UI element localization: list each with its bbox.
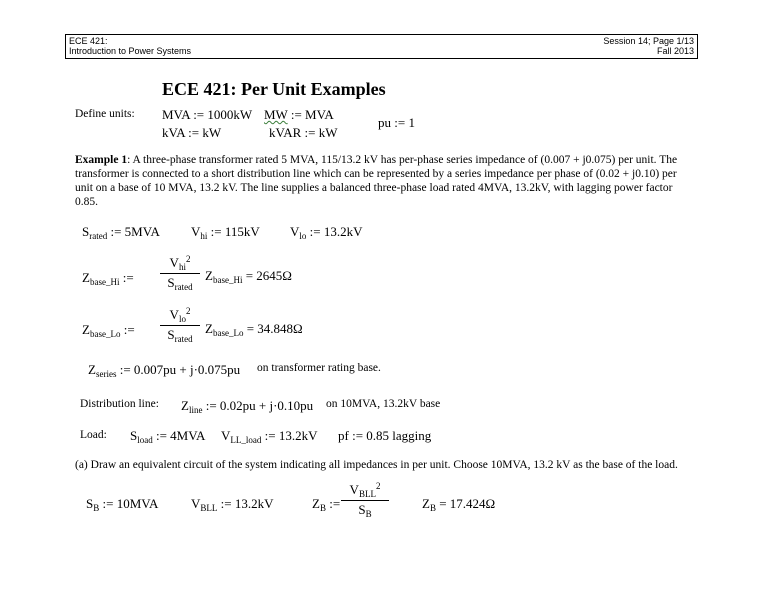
page-header: [65, 34, 698, 59]
example-1-text: [75, 153, 695, 209]
eq-z-base-hi-lhs: $Z_{base\_Hi}$ :=: [82, 270, 134, 287]
header-right: [603, 36, 694, 56]
distribution-line-label: Distribution line:: [80, 398, 159, 410]
eq-z-b-result: $Z_B = 17.424\Omega$: [422, 496, 496, 513]
page-title: ECE 421: Per Unit Examples: [162, 79, 386, 99]
eq-z-line: $Z_{line}$ := 0.02pu + j·0.10pu: [181, 398, 314, 415]
course-code: ECE 421:: [69, 36, 108, 46]
z-series-note: on transformer rating base.: [257, 362, 381, 374]
unit-mva: MVA := 1000kW: [162, 107, 253, 122]
eq-z-base-lo-lhs: $Z_{base\_Lo}$ :=: [82, 322, 135, 339]
unit-mw-def: := MVA: [287, 107, 334, 122]
load-label: Load:: [80, 429, 107, 441]
eq-v-hi: $V_{hi}$ := 115kV: [191, 224, 260, 241]
fraction-z-base-lo: $V_{lo}^2$ $S_{rated}$: [160, 307, 200, 343]
z-line-note: on 10MVA, 13.2kV base: [326, 398, 441, 410]
eq-v-lo: $V_{lo}$ := 13.2kV: [290, 224, 363, 241]
fraction-z-b: $V_{BLL}^2$ $S_B$: [341, 482, 389, 518]
unit-kvar: kVAR := kW: [269, 125, 338, 140]
term: Fall 2013: [656, 46, 694, 56]
course-name: Introduction to Power Systems: [69, 46, 192, 56]
eq-pf: pf := 0.85 lagging: [338, 428, 432, 443]
eq-v-bll: $V_{BLL}$ := 13.2kV: [191, 496, 274, 513]
eq-s-rated: $S_{rated}$ := 5MVA: [82, 224, 160, 241]
session-info: Session 14; Page 1/13: [603, 36, 694, 46]
eq-z-series: $Z_{series}$ := 0.007pu + j·0.075pu: [88, 362, 241, 379]
fraction-z-base-hi: $V_{hi}^2$ $S_{rated}$: [160, 255, 200, 291]
eq-s-load: $S_{load}$ := 4MVA: [130, 428, 206, 445]
define-units-label: Define units:: [75, 108, 135, 120]
eq-z-b-lhs: $Z_B$ :=: [312, 496, 341, 513]
eq-s-b: $S_B$ := 10MVA: [86, 496, 159, 513]
header-left: [69, 36, 191, 56]
part-a-text: (a) Draw an equivalent circuit of the system indicating all impedances in per unit. Choose 10MVA, 13.2 kV as the base of the load.: [75, 459, 678, 471]
unit-mw-name: MW: [264, 107, 288, 122]
eq-v-ll-load: $V_{LL\_load}$ := 13.2kV: [221, 428, 318, 445]
eq-z-base-hi-result: $Z_{base\_Hi} = 2645\Omega$: [205, 268, 292, 285]
example-1-label: Example 1: [75, 154, 128, 166]
eq-z-base-lo-result: $Z_{base\_Lo} = 34.848\Omega$: [205, 321, 303, 338]
example-1-body: : A three-phase transformer rated 5 MVA, 115/13.2 kV has per-phase series impedance of (0.007 + j0.075) per unit. The transformer is connected to a short distribution line which can be represented by a series impedance per phase of (0.02 + j0.10) per unit on a base of 10 MVA, 13.2 kV. The line supplies a balanced three-phase load rated 4MVA, 13.2kV, with lagging power factor 0.85.: [75, 154, 678, 208]
unit-pu: pu := 1: [378, 115, 415, 130]
unit-kva: kVA := kW: [162, 125, 222, 140]
unit-mw: [264, 107, 334, 123]
